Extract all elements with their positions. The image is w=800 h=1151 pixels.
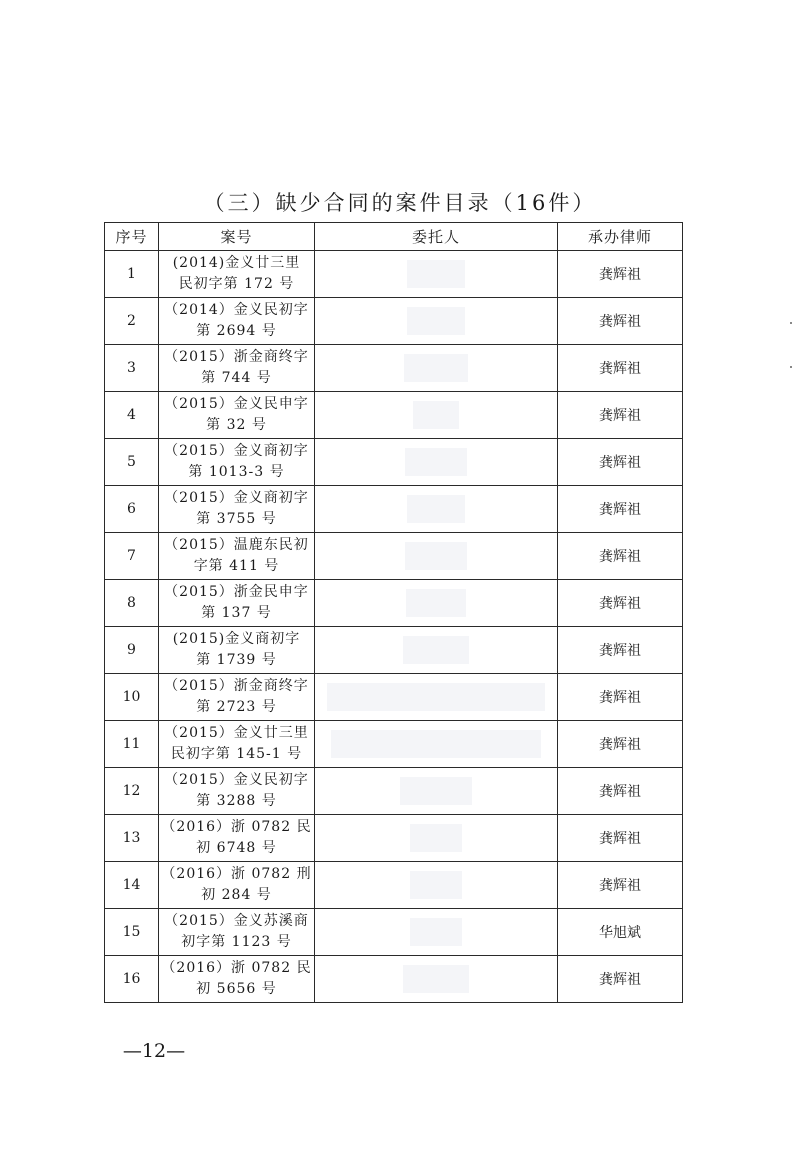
serial-cell: 15	[105, 909, 159, 956]
serial-cell: 9	[105, 627, 159, 674]
header-case-number: 案号	[159, 223, 315, 251]
client-cell-redacted	[315, 815, 558, 862]
lawyer-cell: 龚辉祖	[558, 298, 683, 345]
header-client: 委托人	[315, 223, 558, 251]
case-number-line: 第 1013-3 号	[188, 464, 285, 480]
table-row	[105, 533, 683, 580]
client-cell-redacted	[315, 298, 558, 345]
table-row	[105, 909, 683, 956]
redaction-block	[410, 824, 462, 852]
client-cell-redacted	[315, 862, 558, 909]
client-cell-redacted	[315, 768, 558, 815]
lawyer-cell: 龚辉祖	[558, 721, 683, 768]
case-number-line: （2015）浙金民申字	[164, 584, 309, 600]
case-number-cell	[159, 956, 315, 1003]
case-number-line: （2015）金义商初字	[164, 490, 309, 506]
case-number-line: （2015）金义苏溪商	[164, 913, 309, 929]
lawyer-cell: 龚辉祖	[558, 627, 683, 674]
lawyer-cell: 龚辉祖	[558, 768, 683, 815]
case-number-line: 第 3288 号	[196, 793, 277, 809]
case-number-line: 初字第 1123 号	[181, 934, 292, 950]
table-row	[105, 721, 683, 768]
case-number-line: 第 3755 号	[196, 511, 277, 527]
lawyer-cell: 龚辉祖	[558, 439, 683, 486]
table-row	[105, 768, 683, 815]
case-number-line: （2016）浙 0782 民	[161, 819, 312, 835]
client-cell-redacted	[315, 533, 558, 580]
serial-cell: 12	[105, 768, 159, 815]
serial-cell: 1	[105, 251, 159, 298]
table-row	[105, 439, 683, 486]
table-row	[105, 674, 683, 721]
case-number-line: 第 32 号	[206, 417, 267, 433]
lawyer-cell: 龚辉祖	[558, 862, 683, 909]
case-number-line: （2015）浙金商终字	[164, 349, 309, 365]
header-lawyer: 承办律师	[558, 223, 683, 251]
redaction-block	[407, 260, 465, 288]
redaction-block	[406, 589, 466, 617]
lawyer-cell: 龚辉祖	[558, 486, 683, 533]
case-number-line: （2015）浙金商终字	[164, 678, 309, 694]
redaction-block	[405, 542, 467, 570]
case-number-cell	[159, 298, 315, 345]
lawyer-cell: 龚辉祖	[558, 956, 683, 1003]
case-number-line: （2015）金义民申字	[164, 396, 309, 412]
table-header-row	[105, 223, 683, 251]
lawyer-cell: 龚辉祖	[558, 815, 683, 862]
redaction-block	[407, 307, 465, 335]
redaction-block	[410, 918, 462, 946]
header-serial: 序号	[105, 223, 159, 251]
serial-cell: 10	[105, 674, 159, 721]
serial-cell: 11	[105, 721, 159, 768]
case-number-cell	[159, 251, 315, 298]
client-cell-redacted	[315, 956, 558, 1003]
client-cell-redacted	[315, 627, 558, 674]
case-number-line: （2014）金义民初字	[164, 302, 309, 318]
serial-cell: 5	[105, 439, 159, 486]
case-number-line: 第 2723 号	[196, 699, 277, 715]
case-number-cell	[159, 768, 315, 815]
lawyer-cell: 龚辉祖	[558, 674, 683, 721]
case-number-line: 第 2694 号	[196, 323, 277, 339]
table-row	[105, 627, 683, 674]
case-number-cell	[159, 486, 315, 533]
table-row	[105, 298, 683, 345]
redaction-block	[410, 871, 462, 899]
case-catalog-table	[104, 222, 683, 1003]
lawyer-cell: 龚辉祖	[558, 533, 683, 580]
table-row	[105, 251, 683, 298]
table-row	[105, 580, 683, 627]
case-number-cell	[159, 721, 315, 768]
redaction-block	[331, 730, 541, 758]
case-number-line: （2015）金义廿三里	[164, 725, 309, 741]
table-row	[105, 345, 683, 392]
redaction-block	[405, 448, 467, 476]
case-number-line: 第 744 号	[201, 370, 272, 386]
serial-cell: 2	[105, 298, 159, 345]
case-number-line: 字第 411 号	[193, 558, 280, 574]
table-row	[105, 815, 683, 862]
serial-cell: 4	[105, 392, 159, 439]
serial-cell: 8	[105, 580, 159, 627]
lawyer-cell: 龚辉祖	[558, 251, 683, 298]
serial-cell: 14	[105, 862, 159, 909]
case-number-line: （2015）温鹿东民初	[164, 537, 309, 553]
redaction-block	[403, 636, 469, 664]
client-cell-redacted	[315, 721, 558, 768]
case-number-cell	[159, 439, 315, 486]
case-number-cell	[159, 674, 315, 721]
serial-cell: 6	[105, 486, 159, 533]
case-number-cell	[159, 909, 315, 956]
case-number-cell	[159, 392, 315, 439]
case-number-cell	[159, 533, 315, 580]
case-number-line: （2016）浙 0782 民	[161, 960, 312, 976]
serial-cell: 3	[105, 345, 159, 392]
client-cell-redacted	[315, 439, 558, 486]
case-number-line: (2014)金义廿三里	[172, 255, 301, 271]
redaction-block	[403, 965, 469, 993]
serial-cell: 16	[105, 956, 159, 1003]
client-cell-redacted	[315, 909, 558, 956]
case-number-line: (2015)金义商初字	[172, 631, 301, 647]
lawyer-cell: 龚辉祖	[558, 392, 683, 439]
lawyer-cell: 龚辉祖	[558, 345, 683, 392]
case-number-line: 初 284 号	[201, 887, 272, 903]
case-number-line: （2016）浙 0782 刑	[161, 866, 312, 882]
table-row	[105, 392, 683, 439]
redaction-block	[327, 683, 545, 711]
lawyer-cell: 华旭斌	[558, 909, 683, 956]
client-cell-redacted	[315, 345, 558, 392]
client-cell-redacted	[315, 486, 558, 533]
table-row	[105, 486, 683, 533]
serial-cell: 13	[105, 815, 159, 862]
case-number-cell	[159, 345, 315, 392]
redaction-block	[407, 495, 465, 523]
case-number-line: 民初字第 172 号	[178, 276, 295, 292]
case-number-cell	[159, 627, 315, 674]
case-number-line: 初 6748 号	[196, 840, 277, 856]
scan-margin-mark	[790, 322, 792, 324]
client-cell-redacted	[315, 392, 558, 439]
case-number-line: 第 1739 号	[196, 652, 277, 668]
client-cell-redacted	[315, 251, 558, 298]
page-number: —12—	[122, 1040, 186, 1062]
lawyer-cell: 龚辉祖	[558, 580, 683, 627]
table-row	[105, 956, 683, 1003]
case-number-cell	[159, 815, 315, 862]
case-number-line: （2015）金义商初字	[164, 443, 309, 459]
client-cell-redacted	[315, 674, 558, 721]
scan-margin-mark	[790, 366, 792, 368]
case-number-line: （2015）金义民初字	[164, 772, 309, 788]
redaction-block	[400, 777, 472, 805]
redaction-block	[404, 354, 468, 382]
case-number-line: 第 137 号	[201, 605, 272, 621]
case-number-line: 初 5656 号	[196, 981, 277, 997]
case-number-cell	[159, 862, 315, 909]
case-number-cell	[159, 580, 315, 627]
client-cell-redacted	[315, 580, 558, 627]
redaction-block	[413, 401, 459, 429]
serial-cell: 7	[105, 533, 159, 580]
page-title: （三）缺少合同的案件目录（16件）	[203, 191, 597, 215]
table-row	[105, 862, 683, 909]
case-number-line: 民初字第 145-1 号	[170, 746, 303, 762]
